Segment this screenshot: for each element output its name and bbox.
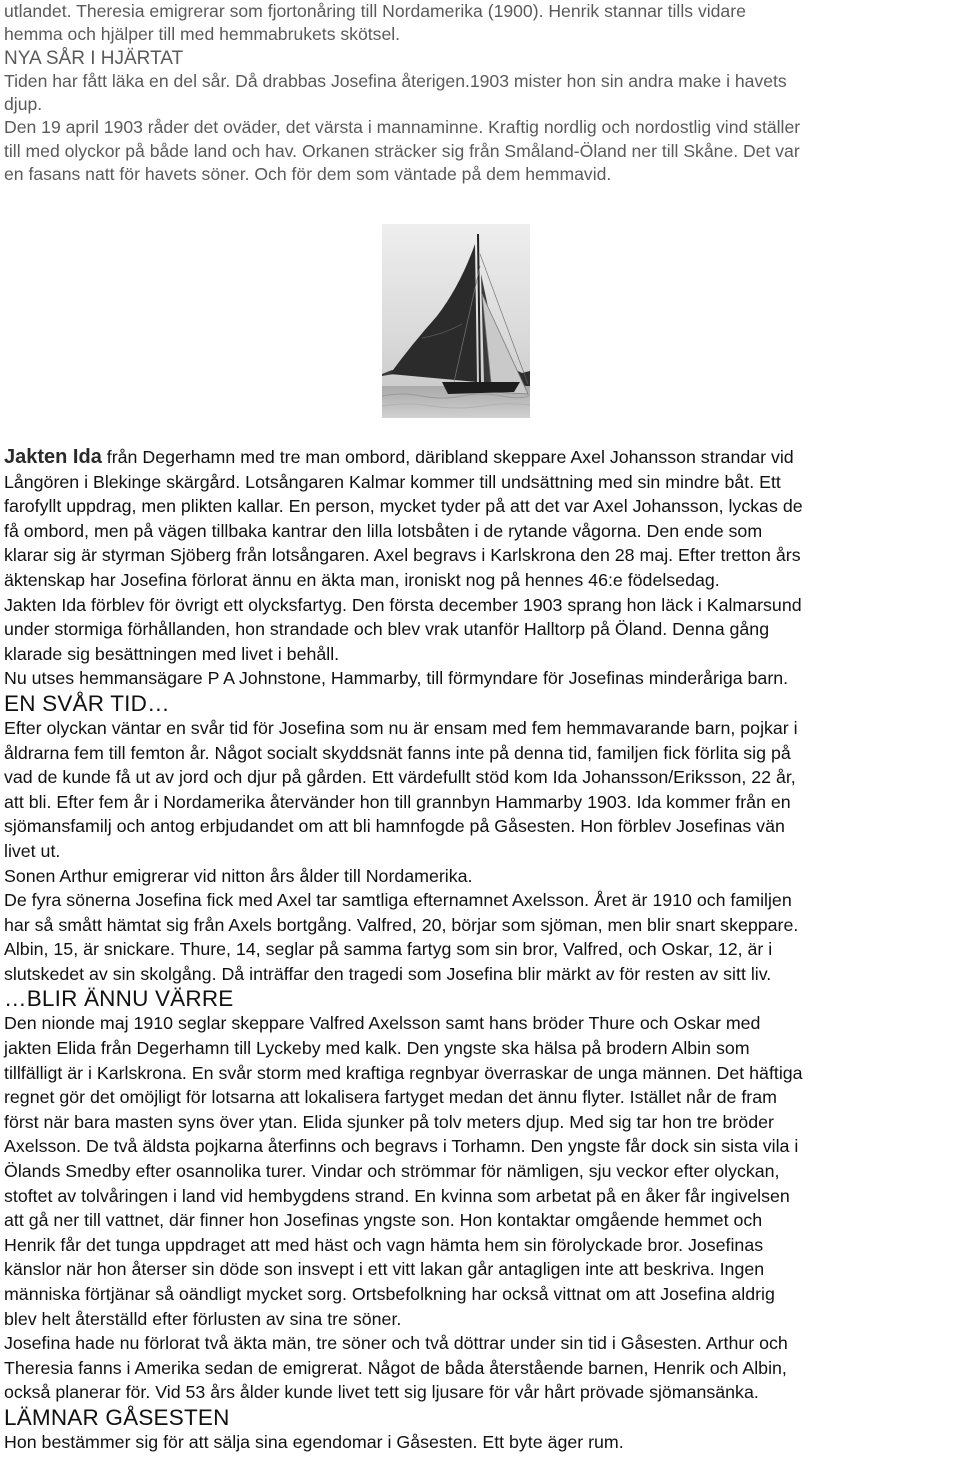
text-line: äktenskap har Josefina förlorat ännu en äkta man, ironiskt nog på hennes 46:e födelsedag. <box>4 569 720 590</box>
section-heading-svar-tid: EN SVÅR TID… <box>4 690 170 716</box>
text-line: klarade sig besättningen med livet i behåll. <box>4 643 340 664</box>
text-line: Axelsson. De två äldsta pojkarna återfinns och begravs i Torhamn. Den yngste får dock sin sista vila i <box>4 1136 799 1157</box>
text-line: De fyra sönerna Josefina fick med Axel tar samtliga efternamnet Axelsson. Året är 1910 och familjen <box>4 890 792 911</box>
text-line: först när bara masten syns över ytan. Elida sjunker på tolv meters djup. Med sig tar hon tre bröder <box>4 1111 774 1132</box>
text-line: Josefina hade nu förlorat två äkta män, tre söner och två döttrar under sin tid i Gåsesten. Arthur och <box>4 1333 788 1354</box>
text-line: en fasans natt för havets söner. Och för dem som väntade på dem hemmavid. <box>4 164 612 185</box>
text-line: åldrarna fem till femton år. Något socialt skyddsnät fanns inte på denna tid, familjen fick förlita sig på <box>4 742 791 763</box>
text-line: farofyllt uppdrag, men plikten kallar. En person, mycket tyder på att det var Axel Johansson, lyckas de <box>4 496 803 517</box>
text-line: har så smått hämtat sig från Axels bortgång. Valfred, 20, börjar som sjöman, men blir snart skeppare. <box>4 914 799 935</box>
section-heading-blir-annu-varre: …BLIR ÄNNU VÄRRE <box>4 986 234 1012</box>
text-line: utlandet. Theresia emigrerar som fjortonåring till Nordamerika (1900). Henrik stannar tills vidare <box>4 1 746 21</box>
caption-first-rest: från Degerhamn med tre man ombord, däribland skeppare Axel Johansson strandar vid <box>101 447 794 467</box>
text-line: djup. <box>4 94 43 115</box>
text-line: sjömansfamilj och antog erbjudandet om att bli hamnfogde på Gåsesten. Hon förblev Josefinas vän <box>4 816 785 837</box>
document-page <box>4 0 956 1452</box>
text-line: Theresia fanns i Amerika sedan de emigrerat. Något de båda återstående barnen, Henrik och Albin, <box>4 1357 787 1378</box>
text-line: tillfälligt är i Karlskrona. En svår storm med kraftiga regnbyar överraskar de unga männen. Det häftiga <box>4 1062 803 1083</box>
section-heading-nya-sar: NYA SÅR I HJÄRTAT <box>4 47 184 69</box>
text-line: Den nionde maj 1910 seglar skeppare Valfred Axelsson samt hans bröder Thure och Oskar med <box>4 1013 761 1034</box>
text-line: att bli. Efter fem år i Nordamerika återvänder hon till grannbyn Hammarby 1903. Ida kommer från en <box>4 791 791 812</box>
main-text-section <box>4 445 956 1455</box>
text-line: livet ut. <box>4 840 61 861</box>
text-line: Långören i Blekinge skärgård. Lotsångaren Kalmar kommer till undsättning med sin mindre båt. Ett <box>4 471 781 492</box>
intro-section <box>4 0 956 186</box>
caption-line <box>4 445 956 470</box>
text-line: Albin, 15, är snickare. Thure, 14, seglar på samma fartyg som sin bror, Valfred, och Oskar, 12, är i <box>4 939 773 960</box>
text-line: Henrik får det tunga uppdraget att med häst och vagn hämta hem sin förolyckade bror. Josefinas <box>4 1234 764 1255</box>
text-line: klarar sig är styrman Sjöberg från lotsångaren. Axel begravs i Karlskrona den 28 maj. Efter tretton års <box>4 545 801 566</box>
text-line: få ombord, men på vägen tillbaka kantrar den lilla lotsbåten i de rytande vågorna. Den ende som <box>4 520 763 541</box>
text-line: Hon bestämmer sig för att sälja sina egendomar i Gåsesten. Ett byte äger rum. <box>4 1431 624 1452</box>
text-line: jakten Elida från Degerhamn till Lyckeby med kalk. Den yngste ska hälsa på brodern Albin som <box>4 1038 750 1059</box>
text-line: också planerar för. Vid 53 års ålder kunde livet tett sig ljusare för vår hårt prövade sjömansänka. <box>4 1382 759 1403</box>
text-line: blev helt återställd efter förlusten av sina tre söner. <box>4 1308 402 1329</box>
text-line: slutskedet av sin skolgång. Då inträffar den tragedi som Josefina blir märkt av för resten av sitt liv. <box>4 963 772 984</box>
text-line: Nu utses hemmansägare P A Johnstone, Hammarby, till förmyndare för Josefinas minderåriga barn. <box>4 668 789 689</box>
text-line: till med olyckor på både land och hav. Orkanen sträcker sig från Småland-Öland ner till Skåne. Det var <box>4 140 800 161</box>
text-line: Efter olyckan väntar en svår tid för Josefina som nu är ensam med fem hemmavarande barn, pojkar i <box>4 717 798 738</box>
text-line: regnet gör det omöjligt för lotsarna att lokalisera fartyget medan det ännu flyter. Istället når de fram <box>4 1087 777 1108</box>
sailboat-photo <box>382 224 530 418</box>
text-line: människa förtjänar så oändligt mycket sorg. Ortsbefolkning har också vittnat om att Josefina aldrig <box>4 1284 775 1304</box>
section-heading-lamnar-gasesten: LÄMNAR GÅSESTEN <box>4 1404 230 1430</box>
text-line: Jakten Ida förblev för övrigt ett olycksfartyg. Den första december 1903 sprang hon läck i Kalmarsund <box>4 594 802 615</box>
caption-lead: Jakten Ida <box>4 446 102 468</box>
text-line: känslor när hon återser sin döde son insvept i ett vitt lakan går antagligen inte att beskriva. Ingen <box>4 1259 765 1280</box>
text-line: Den 19 april 1903 råder det oväder, det värsta i mannaminne. Kraftig nordlig och nordostlig vind ställer <box>4 117 801 138</box>
text-line: hemma och hjälper till med hemmabrukets skötsel. <box>4 24 401 45</box>
text-line: stoftet av tolvåringen i land vid hembygdens strand. En kvinna som arbetat på en åker får ingivelsen <box>4 1185 790 1206</box>
text-line: Sonen Arthur emigrerar vid nitton års ålder till Nordamerika. <box>4 865 473 886</box>
text-line: Ölands Smedby efter osannolika turer. Vindar och strömmar för nämligen, sju veckor efter olyckan, <box>4 1161 780 1182</box>
text-line: vad de kunde få ut av jord och djur på gården. Ett värdefullt stöd kom Ida Johansson/Eriksson, 22 år, <box>4 767 796 788</box>
text-line: att gå ner till vattnet, där finner hon Josefinas yngste son. Hon kontaktar omgående hemmet och <box>4 1210 763 1231</box>
text-line: under stormiga förhållanden, hon strandade och blev vrak utanför Halltorp på Öland. Denna gång <box>4 619 770 640</box>
text-line: Tiden har fått läka en del sår. Då drabbas Josefina återigen.1903 mister hon sin andra make i havets <box>4 70 787 91</box>
